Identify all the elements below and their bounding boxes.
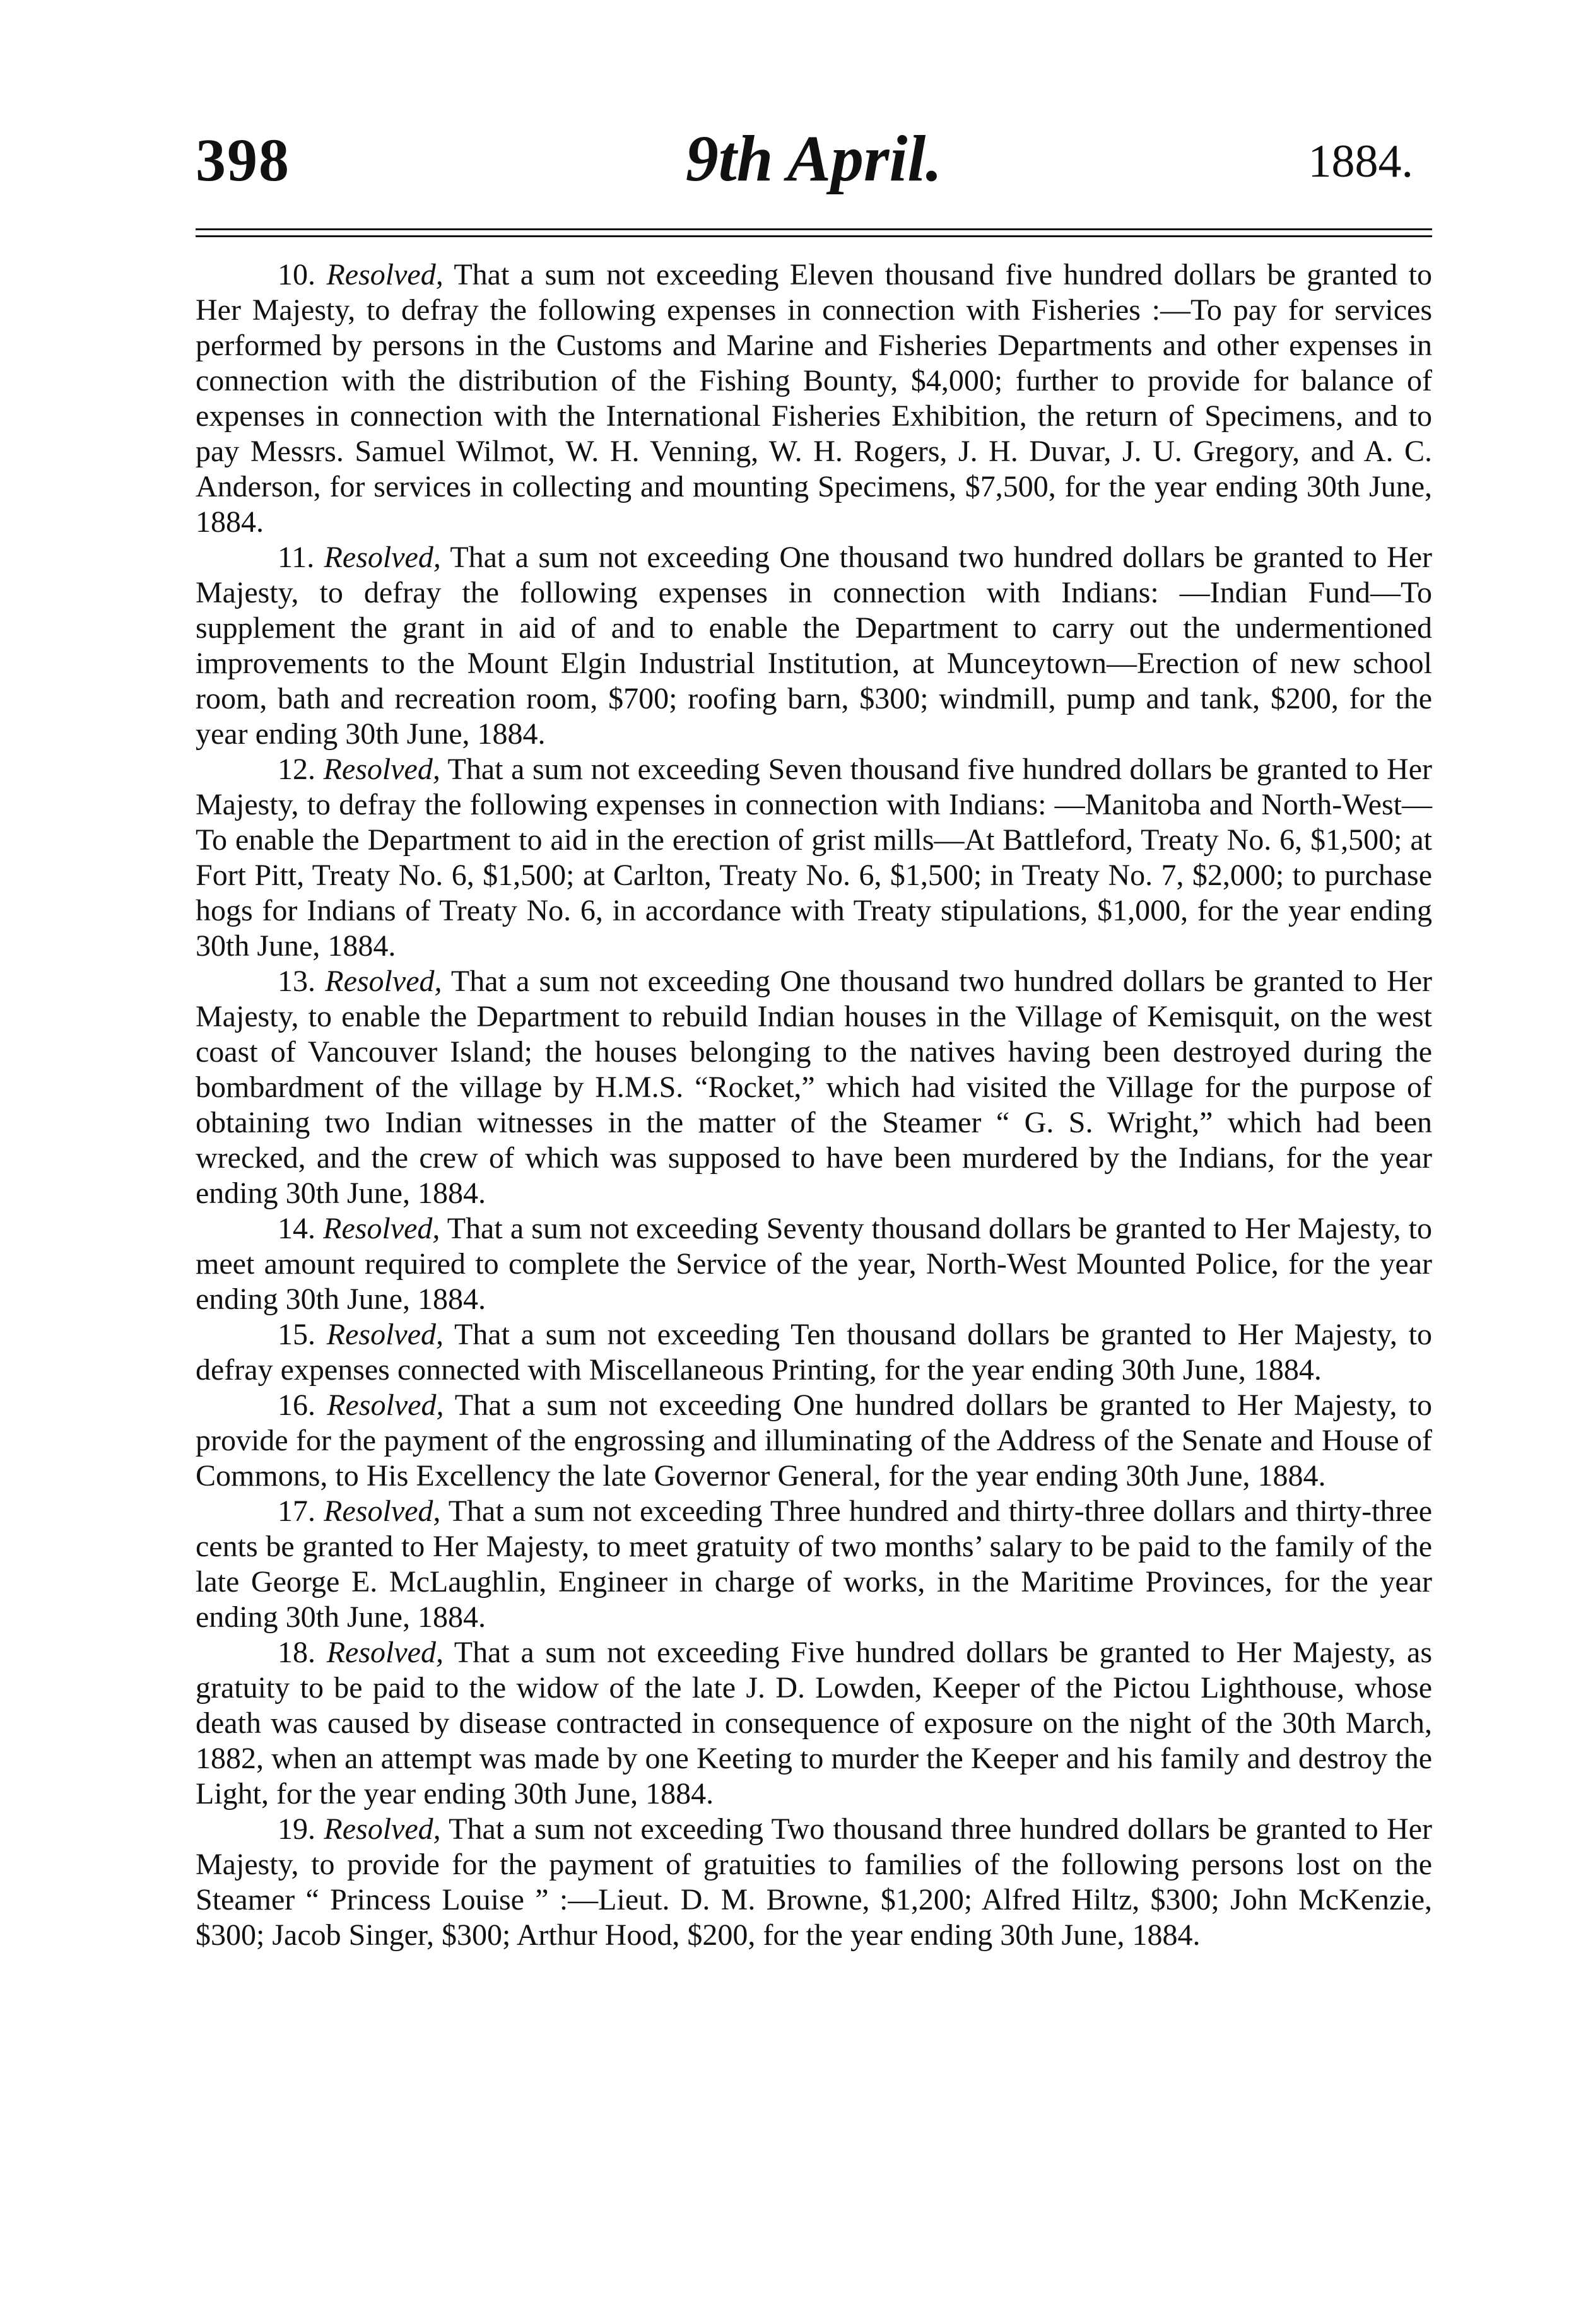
resolved-label: Resolved,: [323, 753, 440, 786]
resolution-number: 16.: [278, 1388, 315, 1422]
resolved-label: Resolved,: [326, 1318, 444, 1351]
resolution-13: [196, 964, 1432, 1211]
resolution-number: 19.: [278, 1812, 315, 1846]
journal-page: [196, 88, 1433, 1952]
resolved-label: Resolved,: [324, 541, 441, 574]
resolution-text: That a sum not exceeding Seventy thousand dollars be granted to Her Majesty, to meet amount required to complete the Service of the year, North-West Mounted Police, for the year ending 30th June, 1884.: [196, 1212, 1433, 1316]
resolution-number: 12.: [278, 753, 315, 786]
resolution-number: 17.: [278, 1494, 315, 1528]
resolution-text: That a sum not exceeding Five hundred dollars be granted to Her Majesty, as gratuity to be paid to the widow of the late J. D. Lowden, Keeper of the Pictou Lighthouse, whose death was caused by disease contracted in consequence of exposure on the night of the 30th March, 1882, when an attempt was made by one Keeting to murder the Keeper and his family and destroy the Light, for the year ending 30th June, 1884.: [196, 1636, 1433, 1810]
resolved-label: Resolved,: [324, 1812, 441, 1846]
resolution-number: 18.: [278, 1636, 315, 1669]
page-date-title: 9th April.: [685, 122, 943, 195]
resolution-text: That a sum not exceeding Ten thousand dollars be granted to Her Majesty, to defray expenses connected with Miscellaneous Printing, for the year ending 30th June, 1884.: [196, 1318, 1432, 1387]
resolution-10: [196, 257, 1432, 540]
resolved-label: Resolved,: [325, 965, 442, 998]
resolution-text: That a sum not exceeding Two thousand three hundred dollars be granted to Her Majesty, to provide for the payment of gratuities to families of the following persons lost on the Steamer “ Princess Louise ” :—Lieut. D. M. Browne, $1,200; Alfred Hiltz, $300; John McKenzie, $300; Jacob Singer, $300; Arthur Hood, $200, for the year ending 30th June, 1884.: [196, 1812, 1433, 1952]
resolution-number: 10.: [278, 258, 315, 291]
resolution-19: [196, 1812, 1432, 1953]
resolution-text: That a sum not exceeding Three hundred and thirty-three dollars and thirty-three cents be granted to Her Majesty, to meet gratuity of two months’ salary to be paid to the family of the late George E. McLaughlin, Engineer in charge of works, in the Maritime Provinces, for the year ending 30th June, 1884.: [196, 1494, 1433, 1634]
resolution-text: That a sum not exceeding Eleven thousand five hundred dollars be granted to Her Majesty, to defray the following expenses in connection with Fisheries :—To pay for services performed by persons in the Customs and Marine and Fisheries Departments and other expenses in connection with the distribution of the Fishing Bounty, $4,000; further to provide for balance of expenses in connection with the International Fisheries Exhibition, the return of Specimens, and to pay Messrs. Samuel Wilmot, W. H. Venning, W. H. Rogers, J. H. Duvar, J. U. Gregory, and A. C. Anderson, for services in collecting and mounting Specimens, $7,500, for the year ending 30th June, 1884.: [196, 258, 1433, 539]
resolution-16: [196, 1388, 1432, 1494]
resolution-15: [196, 1317, 1432, 1388]
resolved-label: Resolved,: [326, 1636, 444, 1669]
resolution-number: 15.: [278, 1318, 315, 1351]
resolved-label: Resolved,: [327, 1388, 444, 1422]
page-number: 398: [196, 126, 290, 194]
resolution-12: [196, 752, 1432, 964]
resolved-label: Resolved,: [324, 1494, 441, 1528]
resolution-14: [196, 1211, 1432, 1317]
header-double-rule: [196, 228, 1432, 237]
resolution-number: 11.: [278, 541, 315, 574]
resolution-18: [196, 1635, 1432, 1812]
resolved-label: Resolved,: [326, 258, 444, 291]
resolution-17: [196, 1494, 1432, 1635]
resolution-number: 14.: [278, 1212, 315, 1245]
resolution-11: [196, 540, 1432, 752]
resolution-text: That a sum not exceeding One thousand two hundred dollars be granted to Her Majesty, to enable the Department to rebuild Indian houses in the Village of Kemisquit, on the west coast of Vancouver Island; the houses belonging to the natives having been destroyed during the bombardment of the village by H.M.S. “Rocket,” which had visited the Village for the purpose of obtaining two Indian witnesses in the matter of the Steamer “ G. S. Wright,” which had been wrecked, and the crew of which was supposed to have been murdered by the Indians, for the year ending 30th June, 1884.: [196, 965, 1433, 1210]
resolutions-body: [196, 257, 1432, 1953]
page-header: [196, 88, 1432, 202]
page-year: 1884.: [1308, 136, 1413, 187]
resolved-label: Resolved,: [323, 1212, 440, 1245]
resolution-text: That a sum not exceeding One thousand two hundred dollars be granted to Her Majesty, to defray the following expenses in connection with Indians: —Indian Fund—To supplement the grant in aid of and to enable the Department to carry out the undermentioned improvements to the Mount Elgin Industrial Institution, at Munceytown—Erection of new school room, bath and recreation room, $700; roofing barn, $300; windmill, pump and tank, $200, for the year ending 30th June, 1884.: [196, 541, 1433, 751]
resolution-text: That a sum not exceeding Seven thousand five hundred dollars be granted to Her Majesty, to defray the following expenses in connection with Indians: —Manitoba and North-West—To enable the Department to aid in the erection of grist mills—At Battleford, Treaty No. 6, $1,500; at Fort Pitt, Treaty No. 6, $1,500; at Carlton, Treaty No. 6, $1,500; in Treaty No. 7, $2,000; to purchase hogs for Indians of Treaty No. 6, in accordance with Treaty stipulations, $1,000, for the year ending 30th June, 1884.: [196, 753, 1433, 963]
resolution-text: That a sum not exceeding One hundred dollars be granted to Her Majesty, to provide for the payment of the engrossing and illuminating of the Address of the Senate and House of Commons, to His Excellency the late Governor General, for the year ending 30th June, 1884.: [196, 1388, 1433, 1493]
resolution-number: 13.: [278, 965, 315, 998]
